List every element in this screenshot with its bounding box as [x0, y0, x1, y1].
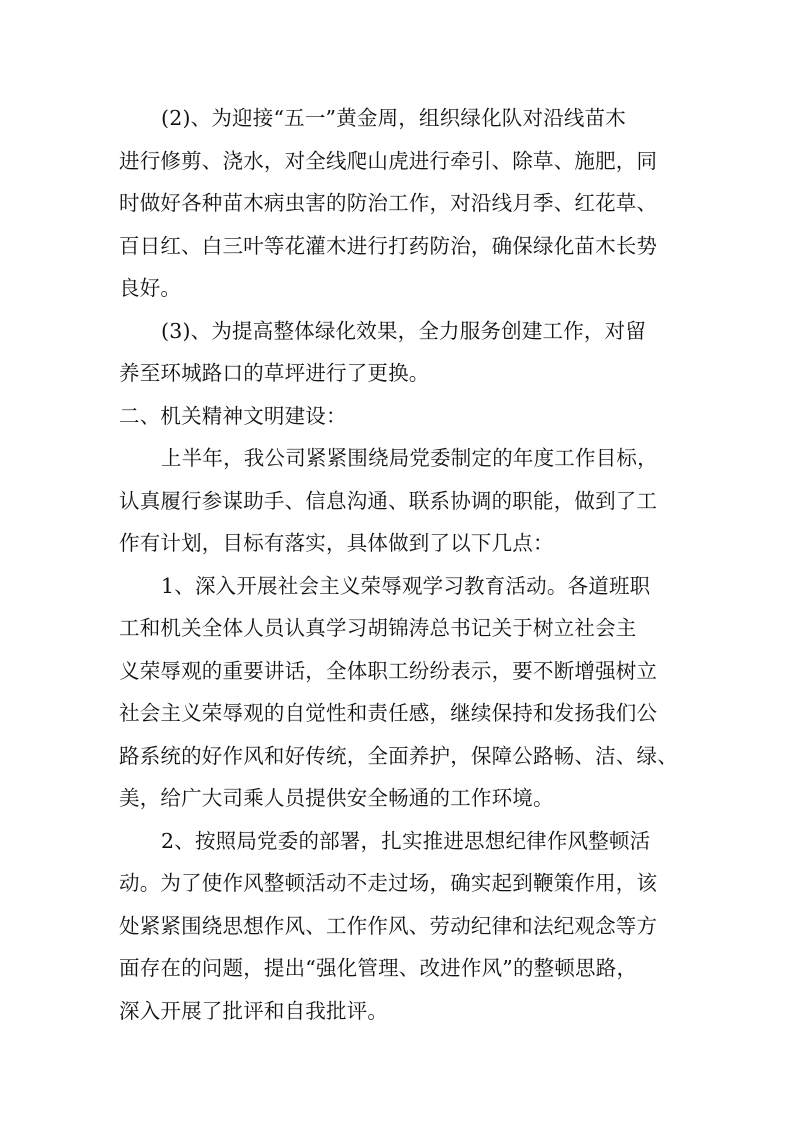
text-line: 良好。	[119, 276, 182, 300]
text-line: 时做好各种苗木病虫害的防治工作，对沿线月季、红花草、	[119, 191, 658, 215]
text-line: 进行修剪、浇水，对全线爬山虎进行牵引、除草、施肥，同	[119, 148, 658, 173]
text-line: 养至环城路口的草坪进行了更换。	[119, 361, 430, 385]
text-line: 1、深入开展社会主义荣辱观学习教育活动。各道班职	[161, 573, 651, 598]
text-line: 美，给广大司乘人员提供安全畅通的工作环境。	[119, 786, 554, 810]
text-line: 义荣辱观的重要讲话，全体职工纷纷表示，要不断增强树立	[119, 658, 658, 683]
text-line: 面存在的问题，提出“强化管理、改进作风”的整顿思路，	[119, 956, 638, 980]
text-line: (2)、为迎接“五一”黄金周，组织绿化队对沿线苗木	[161, 106, 626, 130]
text-line: 深入开展了批评和自我批评。	[119, 998, 389, 1023]
text-line: 工和机关全体人员认真学习胡锦涛总书记关于树立社会主	[119, 616, 637, 640]
text-line: 认真履行参谋助手、信息沟通、联系协调的职能，做到了工	[119, 488, 658, 513]
paragraph-section-2-item-2	[119, 820, 685, 1033]
text-line: 作有计划，目标有落实，具体做到了以下几点：	[119, 531, 554, 555]
text-line: 社会主义荣辱观的自觉性和责任感，继续保持和发扬我们公	[119, 701, 658, 725]
text-line: 上半年，我公司紧紧围绕局党委制定的年度工作目标，	[161, 446, 658, 470]
paragraph-greening-item-2	[119, 97, 685, 310]
text-line: 百日红、白三叶等花灌木进行打药防治，确保绿化苗木长势	[119, 233, 658, 258]
paragraph-greening-item-3	[119, 310, 685, 395]
text-line: 2、按照局党委的部署，扎实推进思想纪律作风整顿活	[161, 828, 651, 853]
text-line: 路系统的好作风和好传统，全面养护，保障公路畅、洁、绿、	[119, 743, 678, 768]
section-heading: 二、机关精神文明建设：	[119, 403, 347, 428]
paragraph-section-2-intro	[119, 437, 685, 565]
text-line: 动。为了使作风整顿活动不走过场，确实起到鞭策作用，该	[119, 871, 658, 895]
text-line: 处紧紧围绕思想作风、工作作风、劳动纪律和法纪观念等方	[119, 913, 658, 938]
text-line: (3)、为提高整体绿化效果，全力服务创建工作，对留	[161, 318, 647, 343]
document-body	[119, 97, 685, 1032]
paragraph-section-2-item-1	[119, 565, 685, 820]
